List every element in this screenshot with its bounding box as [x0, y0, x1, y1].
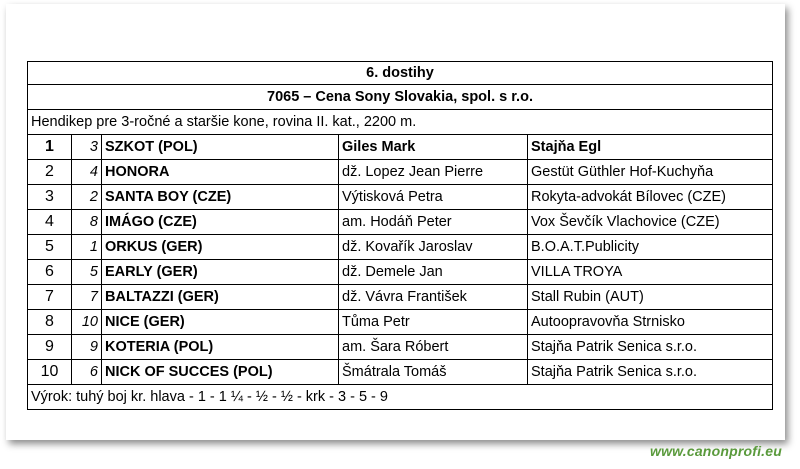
finish-position: 8: [28, 310, 72, 335]
start-number: 2: [72, 185, 102, 210]
result-row: [28, 185, 773, 210]
stable-name: VILLA TROYA: [528, 260, 773, 285]
rider-name: dž. Demele Jan: [339, 260, 528, 285]
horse-name: ORKUS (GER): [102, 235, 339, 260]
stable-name: Gestüt Güthler Hof-Kuchyňa: [528, 160, 773, 185]
stable-name: Stajňa Patrik Senica s.r.o.: [528, 360, 773, 385]
start-number: 3: [72, 135, 102, 160]
stable-name: Stajňa Egl: [528, 135, 773, 160]
rider-name: am. Šara Róbert: [339, 335, 528, 360]
verdict-text: Výrok: tuhý boj kr. hlava - 1 - 1 ¼ - ½ - ½ - krk - 3 - 5 - 9: [28, 385, 773, 410]
stable-name: Stall Rubin (AUT): [528, 285, 773, 310]
start-number: 9: [72, 335, 102, 360]
stable-name: Vox Ševčík Vlachovice (CZE): [528, 210, 773, 235]
result-row: [28, 135, 773, 160]
start-number: 8: [72, 210, 102, 235]
horse-name: NICK OF SUCCES (POL): [102, 360, 339, 385]
start-number: 6: [72, 360, 102, 385]
start-number: 4: [72, 160, 102, 185]
race-conditions: Hendikep pre 3-ročné a staršie kone, rovina II. kat., 2200 m.: [28, 110, 773, 135]
result-row: [28, 285, 773, 310]
start-number: 5: [72, 260, 102, 285]
horse-name: NICE (GER): [102, 310, 339, 335]
rider-name: Šmátrala Tomáš: [339, 360, 528, 385]
result-row: [28, 310, 773, 335]
finish-position: 7: [28, 285, 72, 310]
rider-name: Výtisková Petra: [339, 185, 528, 210]
horse-name: IMÁGO (CZE): [102, 210, 339, 235]
finish-position: 5: [28, 235, 72, 260]
rider-name: Giles Mark: [339, 135, 528, 160]
start-number: 10: [72, 310, 102, 335]
horse-name: SANTA BOY (CZE): [102, 185, 339, 210]
result-row: [28, 210, 773, 235]
finish-position: 4: [28, 210, 72, 235]
result-row: [28, 260, 773, 285]
rider-name: Tůma Petr: [339, 310, 528, 335]
finish-position: 9: [28, 335, 72, 360]
race-results-table: [27, 61, 773, 410]
rider-name: dž. Vávra František: [339, 285, 528, 310]
start-number: 7: [72, 285, 102, 310]
race-heading: 6. dostihy: [28, 62, 773, 85]
race-heading-row: [28, 62, 773, 85]
rider-name: dž. Lopez Jean Pierre: [339, 160, 528, 185]
horse-name: KOTERIA (POL): [102, 335, 339, 360]
horse-name: SZKOT (POL): [102, 135, 339, 160]
watermark: www.canonprofi.eu: [650, 443, 782, 459]
horse-name: BALTAZZI (GER): [102, 285, 339, 310]
result-row: [28, 235, 773, 260]
finish-position: 10: [28, 360, 72, 385]
result-row: [28, 160, 773, 185]
stable-name: Rokyta-advokát Bílovec (CZE): [528, 185, 773, 210]
result-row: [28, 360, 773, 385]
horse-name: EARLY (GER): [102, 260, 339, 285]
verdict-row: [28, 385, 773, 410]
finish-position: 3: [28, 185, 72, 210]
race-conditions-row: [28, 110, 773, 135]
stable-name: B.O.A.T.Publicity: [528, 235, 773, 260]
start-number: 1: [72, 235, 102, 260]
race-title-row: [28, 85, 773, 110]
result-row: [28, 335, 773, 360]
stable-name: Autoopravovňa Strnisko: [528, 310, 773, 335]
stable-name: Stajňa Patrik Senica s.r.o.: [528, 335, 773, 360]
rider-name: am. Hodáň Peter: [339, 210, 528, 235]
horse-name: HONORA: [102, 160, 339, 185]
race-title: 7065 – Cena Sony Slovakia, spol. s r.o.: [28, 85, 773, 110]
finish-position: 1: [28, 135, 72, 160]
finish-position: 6: [28, 260, 72, 285]
finish-position: 2: [28, 160, 72, 185]
rider-name: dž. Kovařík Jaroslav: [339, 235, 528, 260]
